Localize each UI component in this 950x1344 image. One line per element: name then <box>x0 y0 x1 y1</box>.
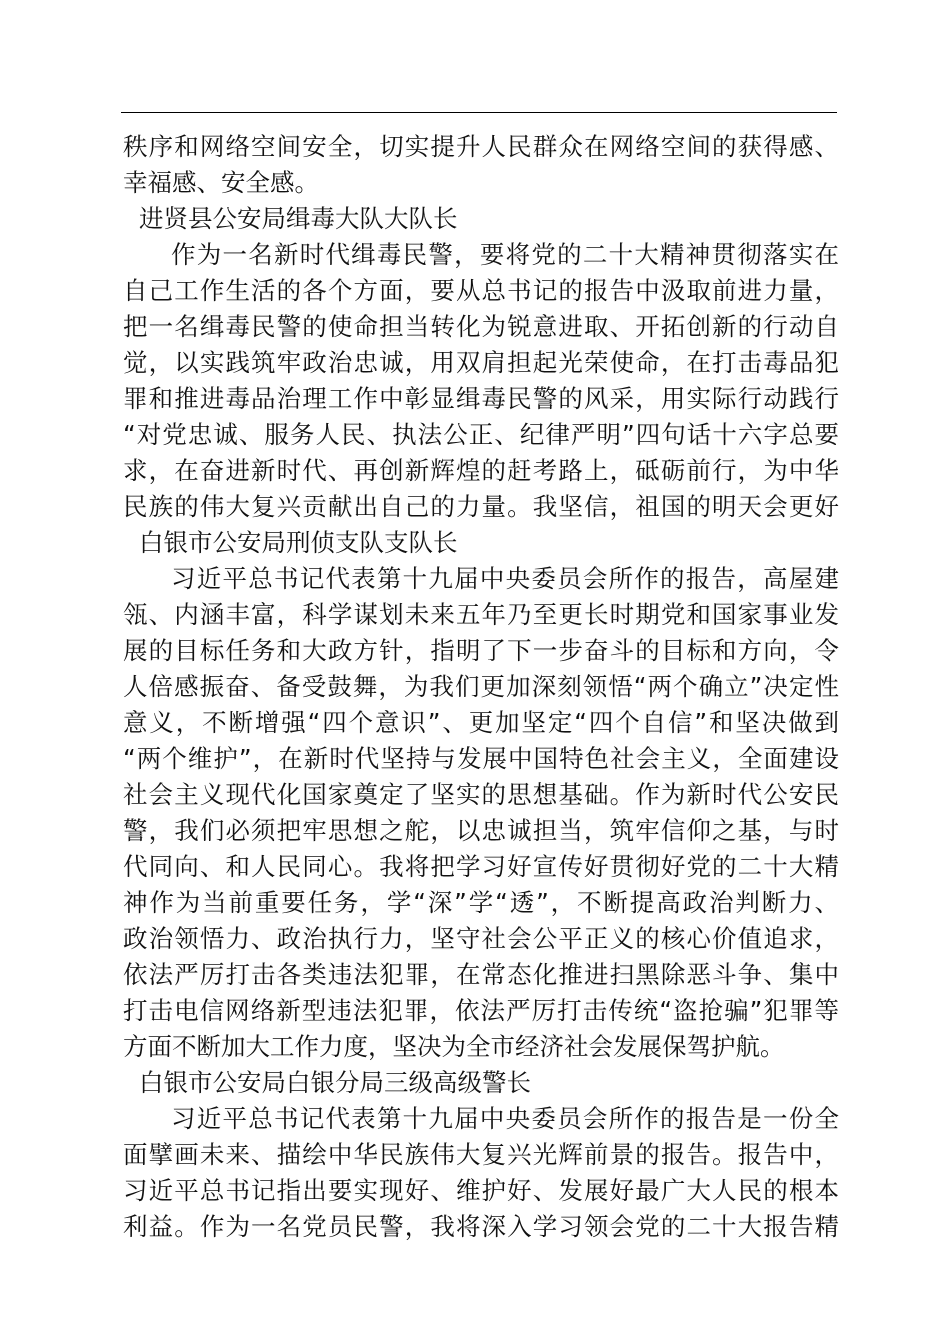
text-line: 瓴、内涵丰富，科学谋划未来五年乃至更长时期党和国家事业发 <box>123 600 839 629</box>
text-line: 罪和推进毒品治理工作中彰显缉毒民警的风采，用实际行动践行 <box>123 384 839 413</box>
text-line: 作为一名新时代缉毒民警，要将党的二十大精神贯彻落实在 <box>171 240 839 269</box>
text-line: 打击电信网络新型违法犯罪，依法严厉打击传统“盗抢骗”犯罪等 <box>123 996 839 1025</box>
text-line: 意义，不断增强“四个意识”、更加坚定“四个自信”和坚决做到 <box>123 708 839 737</box>
text-line: 自己工作生活的各个方面，要从总书记的报告中汲取前进力量， <box>123 276 839 305</box>
text-line: 习近平总书记指出要实现好、维护好、发展好最广大人民的根本 <box>123 1176 839 1205</box>
text-line: 把一名缉毒民警的使命担当转化为锐意进取、开拓创新的行动自 <box>123 312 839 341</box>
text-line: 面擘画未来、描绘中华民族伟大复兴光辉前景的报告。报告中， <box>123 1140 839 1169</box>
text-line: 人倍感振奋、备受鼓舞，为我们更加深刻领悟“两个确立”决定性 <box>123 672 839 701</box>
text-line: 秩序和网络空间安全，切实提升人民群众在网络空间的获得感、 <box>123 132 839 161</box>
text-line: “两个维护”，在新时代坚持与发展中国特色社会主义，全面建设 <box>123 744 839 773</box>
text-line: 神作为当前重要任务，学“深”学“透”，不断提高政治判断力、 <box>123 888 839 917</box>
text-line: 觉，以实践筑牢政治忠诚，用双肩担起光荣使命，在打击毒品犯 <box>123 348 839 377</box>
text-line: 方面不断加大工作力度，坚决为全市经济社会发展保驾护航。 <box>123 1032 785 1061</box>
header-rule <box>121 112 837 113</box>
text-line: “对党忠诚、服务人民、执法公正、纪律严明”四句话十六字总要 <box>123 420 839 449</box>
document-body <box>123 129 839 1245</box>
paragraph <box>123 561 839 1065</box>
speaker-heading: 进贤县公安局缉毒大队大队长 <box>139 204 458 233</box>
text-line: 习近平总书记代表第十九届中央委员会所作的报告，高屋建 <box>171 564 839 593</box>
text-line: 幸福感、安全感。 <box>123 168 319 197</box>
speaker-heading: 白银市公安局刑侦支队支队长 <box>139 528 458 557</box>
text-line: 警，我们必须把牢思想之舵，以忠诚担当，筑牢信仰之基，与时 <box>123 816 839 845</box>
text-line: 依法严厉打击各类违法犯罪，在常态化推进扫黑除恶斗争、集中 <box>123 960 839 989</box>
paragraph-continuation <box>123 129 839 201</box>
text-line: 求，在奋进新时代、再创新辉煌的赶考路上，砥砺前行，为中华 <box>123 456 839 485</box>
text-line: 展的目标任务和大政方针，指明了下一步奋斗的目标和方向，令 <box>123 636 839 665</box>
text-line: 习近平总书记代表第十九届中央委员会所作的报告是一份全 <box>171 1104 839 1133</box>
speaker-heading: 白银市公安局白银分局三级高级警长 <box>139 1068 531 1097</box>
text-line: 政治领悟力、政治执行力，坚守社会公平正义的核心价值追求， <box>123 924 839 953</box>
text-line: 代同向、和人民同心。我将把学习好宣传好贯彻好党的二十大精 <box>123 852 839 881</box>
text-line: 利益。作为一名党员民警，我将深入学习领会党的二十大报告精 <box>123 1212 839 1241</box>
paragraph <box>123 1101 839 1245</box>
text-line: 社会主义现代化国家奠定了坚实的思想基础。作为新时代公安民 <box>123 780 839 809</box>
paragraph <box>123 237 839 525</box>
text-line: 民族的伟大复兴贡献出自己的力量。我坚信，祖国的明天会更好 <box>123 492 839 521</box>
